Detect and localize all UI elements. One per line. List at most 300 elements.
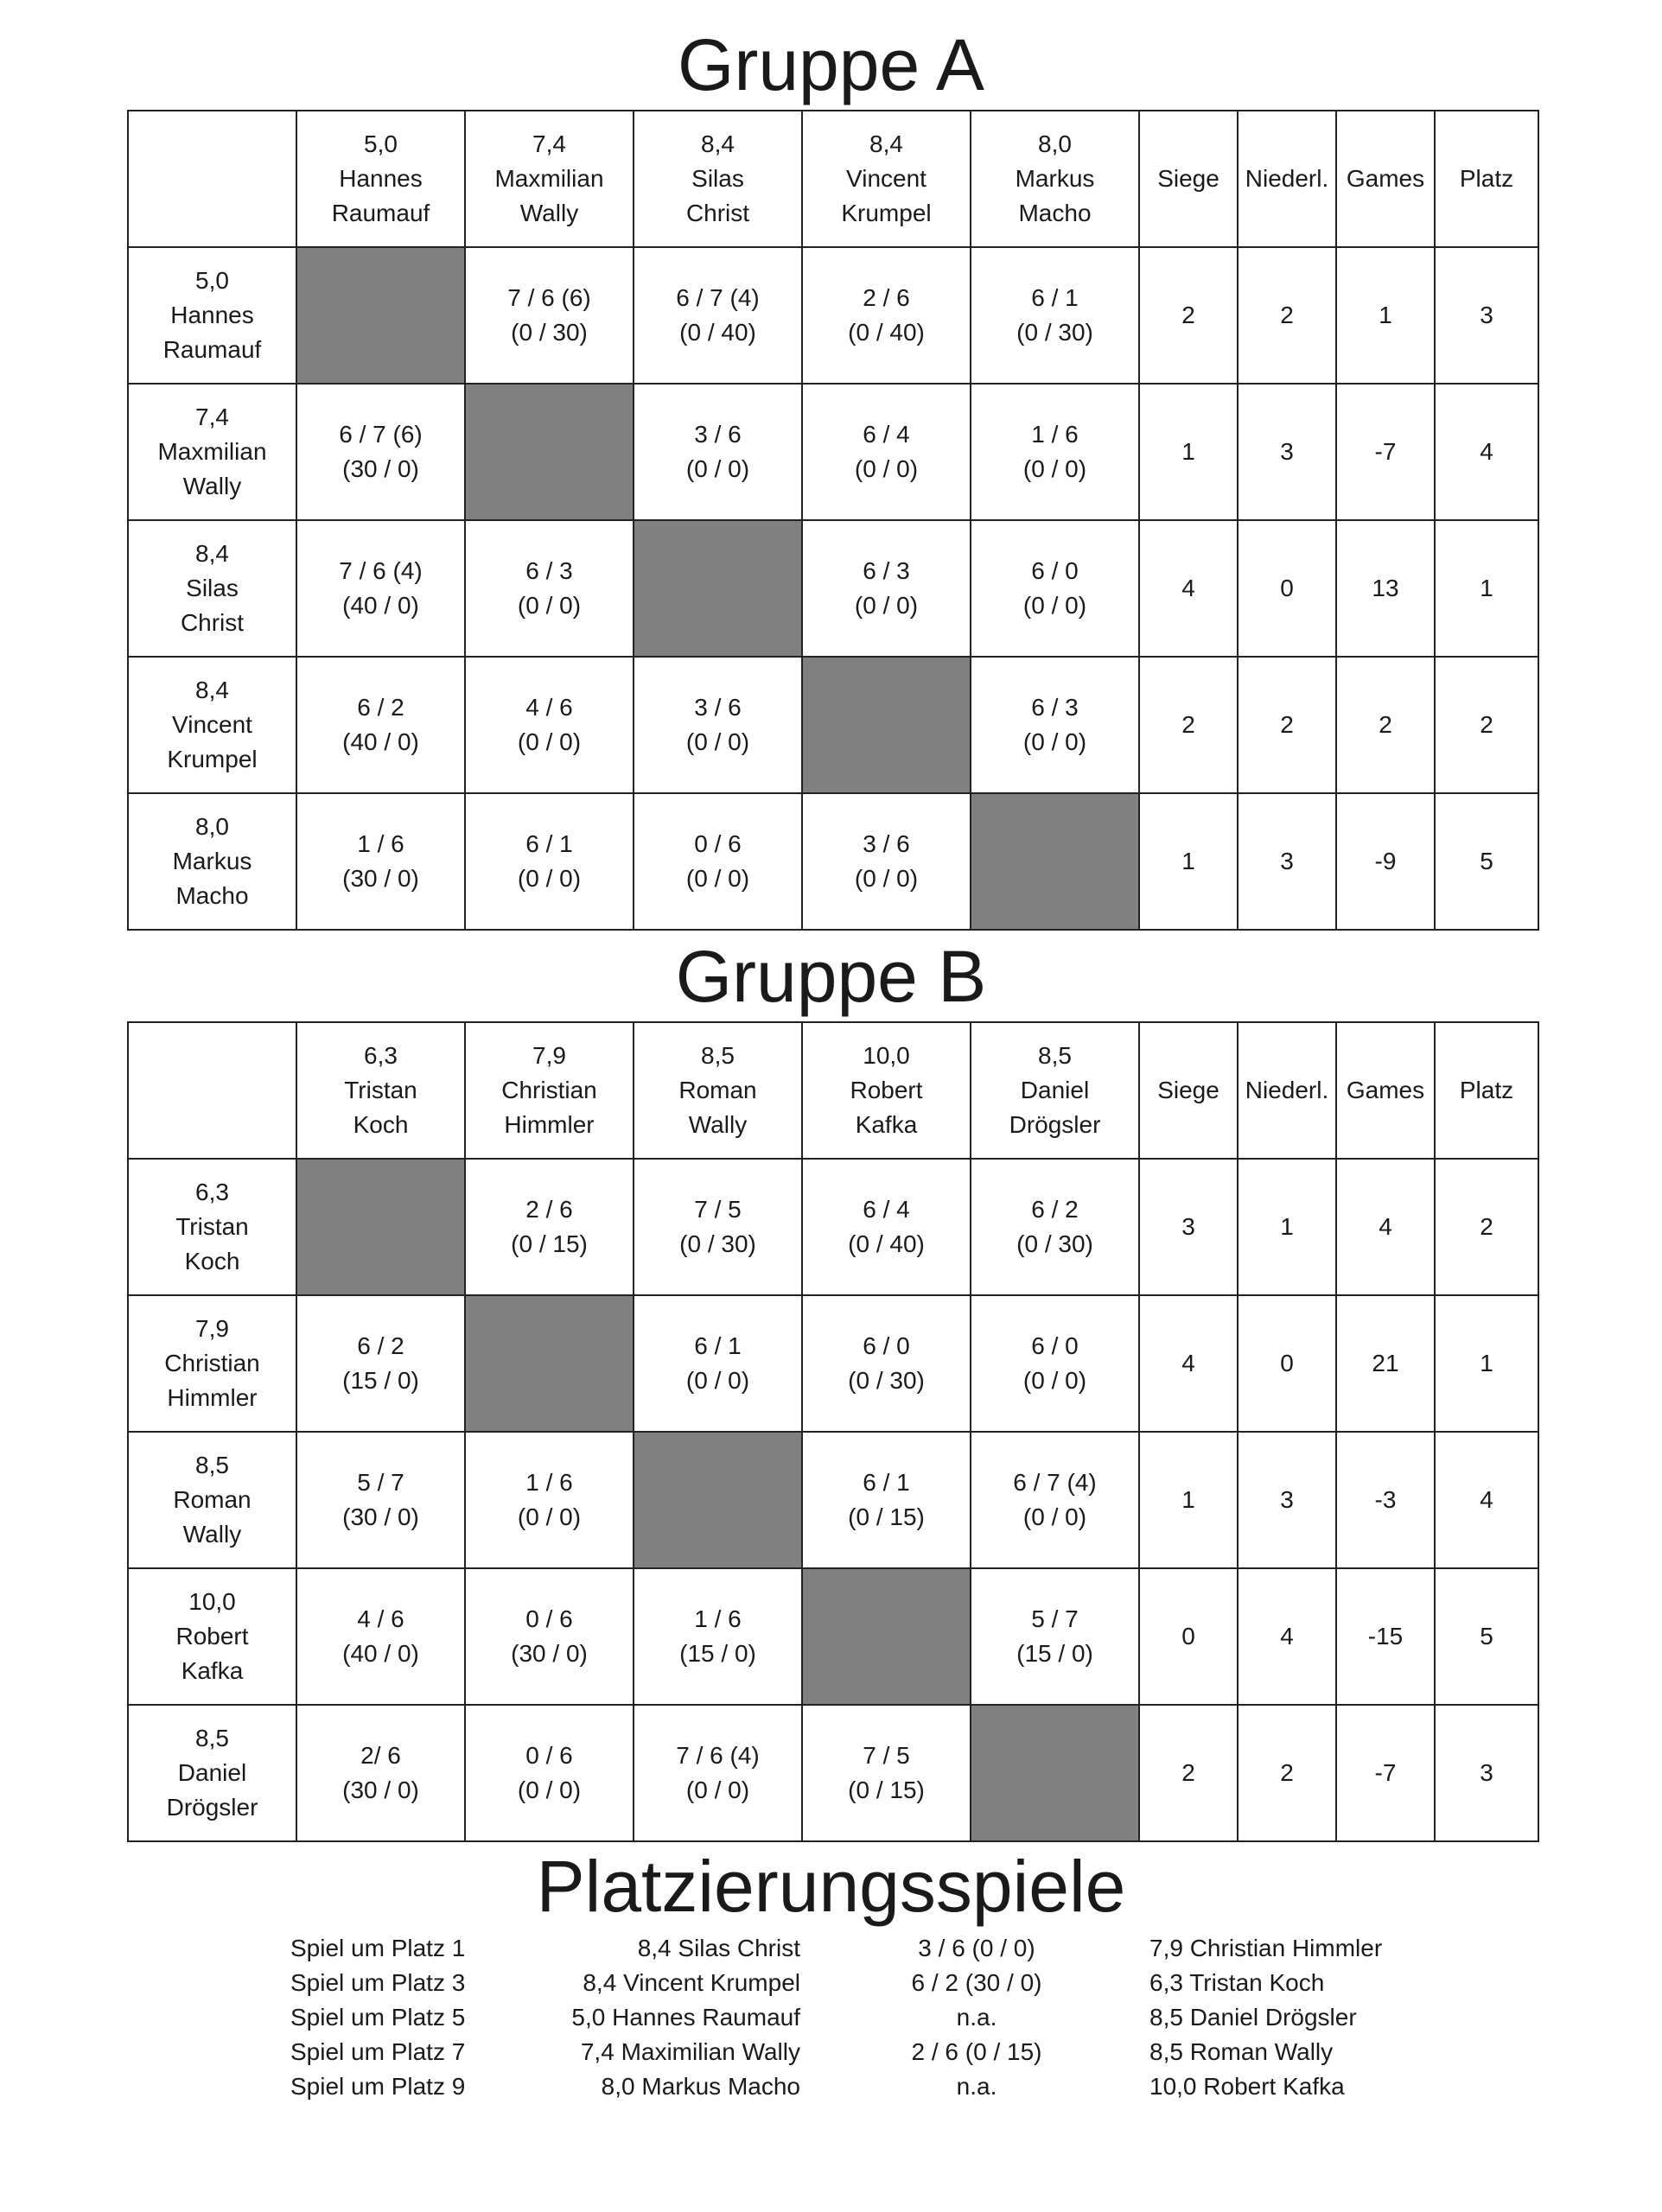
placement-score: n.a. — [956, 2004, 997, 2031]
player-first-name: Hannes — [170, 302, 254, 328]
player-first-name: Maxmilian — [494, 165, 604, 192]
stat-header: Platz — [1435, 111, 1538, 247]
player-first-name: Roman — [678, 1077, 757, 1103]
game-score: (0 / 15) — [511, 1230, 588, 1257]
column-header-player — [296, 111, 465, 247]
stat-header: Niederl. — [1238, 1022, 1336, 1159]
result-cell — [634, 793, 802, 930]
result-cell — [971, 384, 1139, 520]
stat-cell: 2 — [1139, 247, 1238, 384]
stat-cell: 13 — [1336, 520, 1435, 657]
set-score: 2 / 6 — [525, 1196, 573, 1223]
player-rating: 8,5 — [1038, 1042, 1072, 1069]
player-last-name: Wally — [519, 200, 579, 226]
result-cell — [802, 520, 971, 657]
self-match-cell — [296, 1159, 465, 1295]
player-last-name: Koch — [184, 1248, 240, 1274]
stat-cell: 0 — [1139, 1568, 1238, 1705]
result-cell — [296, 793, 465, 930]
set-score: 3 / 6 — [694, 421, 742, 448]
player-rating: 10,0 — [188, 1588, 236, 1615]
game-score: (0 / 0) — [1022, 728, 1087, 755]
table-row — [128, 1705, 1538, 1841]
set-score: 0 / 6 — [694, 830, 742, 857]
game-score: (30 / 0) — [342, 455, 419, 482]
placement-home-player: 7,4 Maximilian Wally — [580, 2038, 800, 2065]
player-last-name: Krumpel — [841, 200, 932, 226]
game-score: (15 / 0) — [1016, 1640, 1093, 1667]
row-header-player — [128, 1705, 296, 1841]
result-cell — [634, 1295, 802, 1432]
self-match-cell — [971, 793, 1139, 930]
result-cell — [296, 520, 465, 657]
set-score: 5 / 7 — [1031, 1605, 1079, 1632]
row-header-player — [128, 1159, 296, 1295]
placement-away-player: 8,5 Daniel Drögsler — [1149, 2004, 1357, 2031]
result-cell — [465, 247, 634, 384]
stat-cell: 5 — [1435, 793, 1538, 930]
game-score: (0 / 0) — [685, 1777, 750, 1803]
result-cell — [465, 1159, 634, 1295]
placements-title: Platzierungsspiele — [536, 1846, 1126, 1927]
player-last-name: Raumauf — [162, 336, 262, 363]
result-cell — [802, 1705, 971, 1841]
player-first-name: Robert — [850, 1077, 923, 1103]
result-cell — [465, 520, 634, 657]
game-score: (30 / 0) — [342, 1777, 419, 1803]
stat-cell: 3 — [1238, 1432, 1336, 1568]
placement-away-player: 8,5 Roman Wally — [1149, 2038, 1334, 2065]
stat-cell: 3 — [1435, 1705, 1538, 1841]
stat-header: Siege — [1139, 1022, 1238, 1159]
game-score: (0 / 15) — [848, 1777, 925, 1803]
player-last-name: Kafka — [181, 1657, 244, 1684]
stat-cell: 1 — [1139, 793, 1238, 930]
set-score: 7 / 5 — [694, 1196, 742, 1223]
set-score: 3 / 6 — [863, 830, 910, 857]
player-last-name: Wally — [182, 1521, 242, 1548]
result-cell — [465, 1432, 634, 1568]
game-score: (0 / 0) — [685, 728, 750, 755]
set-score: 1 / 6 — [1031, 421, 1079, 448]
game-score: (0 / 0) — [1022, 1367, 1087, 1394]
set-score: 6 / 3 — [525, 557, 573, 584]
result-cell — [971, 1295, 1139, 1432]
row-header-player — [128, 1295, 296, 1432]
set-score: 3 / 6 — [694, 694, 742, 721]
column-header-player — [971, 111, 1139, 247]
game-score: (15 / 0) — [679, 1640, 756, 1667]
stat-cell: 2 — [1435, 1159, 1538, 1295]
placement-home-player: 8,4 Silas Christ — [637, 1935, 800, 1961]
set-score: 6 / 3 — [863, 557, 910, 584]
result-cell — [296, 1295, 465, 1432]
stat-cell: 2 — [1435, 657, 1538, 793]
player-last-name: Raumauf — [331, 200, 430, 226]
set-score: 6 / 0 — [863, 1332, 910, 1359]
set-score: 6 / 7 (4) — [676, 284, 760, 311]
group-b-table — [127, 1021, 1539, 1842]
game-score: (30 / 0) — [342, 865, 419, 892]
result-cell — [296, 657, 465, 793]
set-score: 7 / 6 (4) — [339, 557, 423, 584]
stat-header: Siege — [1139, 111, 1238, 247]
result-cell — [296, 384, 465, 520]
set-score: 2 / 6 — [863, 284, 910, 311]
player-last-name: Christ — [180, 609, 245, 636]
placement-row — [0, 1931, 1662, 1966]
player-rating: 8,4 — [195, 540, 229, 567]
set-score: 7 / 6 (6) — [507, 284, 591, 311]
result-cell — [971, 1568, 1139, 1705]
table-row — [128, 793, 1538, 930]
placement-row — [0, 2035, 1662, 2069]
self-match-cell — [465, 1295, 634, 1432]
placement-games-list — [0, 1931, 1662, 2104]
corner-cell — [128, 111, 296, 247]
table-row — [128, 520, 1538, 657]
player-last-name: Wally — [182, 473, 242, 499]
column-header-player — [802, 111, 971, 247]
stat-header: Niederl. — [1238, 111, 1336, 247]
row-header-player — [128, 247, 296, 384]
header-row — [128, 111, 1538, 247]
stat-cell: -7 — [1336, 1705, 1435, 1841]
game-score: (0 / 40) — [679, 319, 756, 346]
placement-score: 6 / 2 (30 / 0) — [911, 1969, 1042, 1996]
stat-cell: 3 — [1139, 1159, 1238, 1295]
stat-cell: 2 — [1139, 1705, 1238, 1841]
table-row — [128, 657, 1538, 793]
game-score: (0 / 30) — [1016, 1230, 1093, 1257]
column-header-player — [634, 111, 802, 247]
result-cell — [971, 520, 1139, 657]
set-score: 6 / 4 — [863, 1196, 910, 1223]
game-score: (0 / 0) — [517, 865, 582, 892]
game-score: (0 / 0) — [854, 865, 919, 892]
result-cell — [802, 793, 971, 930]
stat-cell: 0 — [1238, 520, 1336, 657]
game-score: (0 / 15) — [848, 1503, 925, 1530]
game-score: (40 / 0) — [342, 728, 419, 755]
corner-cell — [128, 1022, 296, 1159]
self-match-cell — [634, 1432, 802, 1568]
result-cell — [802, 384, 971, 520]
result-cell — [802, 1432, 971, 1568]
self-match-cell — [802, 657, 971, 793]
player-first-name: Christian — [501, 1077, 597, 1103]
game-score: (40 / 0) — [342, 1640, 419, 1667]
placement-row — [0, 2000, 1662, 2035]
game-score: (0 / 0) — [854, 592, 919, 619]
set-score: 6 / 2 — [357, 694, 404, 721]
player-first-name: Daniel — [1020, 1077, 1090, 1103]
game-score: (0 / 0) — [517, 592, 582, 619]
set-score: 6 / 2 — [1031, 1196, 1079, 1223]
set-score: 1 / 6 — [525, 1469, 573, 1496]
group-a-title: Gruppe A — [678, 24, 984, 105]
stat-cell: 2 — [1238, 657, 1336, 793]
stat-cell: 1 — [1238, 1159, 1336, 1295]
placement-away-player: 6,3 Tristan Koch — [1149, 1969, 1325, 1996]
stat-cell: 4 — [1139, 1295, 1238, 1432]
placement-score: 3 / 6 (0 / 0) — [918, 1935, 1035, 1961]
set-score: 1 / 6 — [357, 830, 404, 857]
placement-label: Spiel um Platz 5 — [290, 2004, 466, 2031]
result-cell — [465, 657, 634, 793]
column-header-player — [465, 1022, 634, 1159]
game-score: (40 / 0) — [342, 592, 419, 619]
player-first-name: Tristan — [344, 1077, 417, 1103]
set-score: 6 / 4 — [863, 421, 910, 448]
player-rating: 8,5 — [701, 1042, 735, 1069]
game-score: (30 / 0) — [342, 1503, 419, 1530]
set-score: 4 / 6 — [357, 1605, 404, 1632]
game-score: (0 / 0) — [1022, 592, 1087, 619]
player-last-name: Koch — [353, 1111, 409, 1138]
player-last-name: Wally — [688, 1111, 748, 1138]
self-match-cell — [634, 520, 802, 657]
game-score: (15 / 0) — [342, 1367, 419, 1394]
player-first-name: Christian — [164, 1350, 260, 1376]
game-score: (0 / 0) — [517, 1503, 582, 1530]
result-cell — [465, 1568, 634, 1705]
set-score: 0 / 6 — [525, 1742, 573, 1769]
row-header-player — [128, 657, 296, 793]
result-cell — [465, 1705, 634, 1841]
player-first-name: Vincent — [846, 165, 927, 192]
set-score: 6 / 0 — [1031, 557, 1079, 584]
stat-cell: 4 — [1435, 1432, 1538, 1568]
set-score: 6 / 1 — [1031, 284, 1079, 311]
placement-row — [0, 1966, 1662, 2000]
player-first-name: Vincent — [172, 711, 252, 738]
stat-cell: 0 — [1238, 1295, 1336, 1432]
row-header-player — [128, 520, 296, 657]
placement-home-player: 8,4 Vincent Krumpel — [583, 1969, 800, 1996]
result-cell — [296, 1568, 465, 1705]
set-score: 6 / 2 — [357, 1332, 404, 1359]
set-score: 7 / 6 (4) — [676, 1742, 760, 1769]
game-score: (0 / 40) — [848, 1230, 925, 1257]
result-cell — [971, 657, 1139, 793]
player-first-name: Markus — [1015, 165, 1095, 192]
result-cell — [634, 1568, 802, 1705]
game-score: (0 / 0) — [1022, 1503, 1087, 1530]
stat-header: Games — [1336, 1022, 1435, 1159]
column-header-player — [465, 111, 634, 247]
player-rating: 8,4 — [869, 130, 903, 157]
player-last-name: Macho — [175, 882, 249, 909]
player-rating: 8,0 — [195, 813, 229, 840]
placement-label: Spiel um Platz 3 — [290, 1969, 466, 1996]
game-score: (0 / 30) — [848, 1367, 925, 1394]
stat-cell: 5 — [1435, 1568, 1538, 1705]
game-score: (0 / 0) — [685, 865, 750, 892]
column-header-player — [296, 1022, 465, 1159]
player-rating: 7,4 — [195, 404, 229, 430]
stat-cell: 3 — [1238, 793, 1336, 930]
player-rating: 6,3 — [364, 1042, 398, 1069]
stat-cell: 4 — [1336, 1159, 1435, 1295]
stat-cell: 1 — [1336, 247, 1435, 384]
self-match-cell — [296, 247, 465, 384]
row-header-player — [128, 384, 296, 520]
set-score: 2/ 6 — [360, 1742, 401, 1769]
player-rating: 7,9 — [195, 1315, 229, 1342]
row-header-player — [128, 1568, 296, 1705]
group-a-table — [127, 110, 1539, 931]
self-match-cell — [465, 384, 634, 520]
stat-cell: 1 — [1139, 1432, 1238, 1568]
player-rating: 5,0 — [195, 267, 229, 294]
table-row — [128, 1295, 1538, 1432]
set-score: 7 / 5 — [863, 1742, 910, 1769]
result-cell — [634, 247, 802, 384]
table-row — [128, 1432, 1538, 1568]
player-last-name: Kafka — [855, 1111, 918, 1138]
header-row — [128, 1022, 1538, 1159]
result-cell — [634, 657, 802, 793]
player-rating: 8,5 — [195, 1725, 229, 1751]
result-cell — [296, 1705, 465, 1841]
stat-cell: -3 — [1336, 1432, 1435, 1568]
column-header-player — [634, 1022, 802, 1159]
stat-cell: 2 — [1139, 657, 1238, 793]
player-first-name: Daniel — [177, 1759, 247, 1786]
table-row — [128, 1568, 1538, 1705]
player-first-name: Hannes — [339, 165, 423, 192]
game-score: (0 / 30) — [1016, 319, 1093, 346]
set-score: 6 / 1 — [525, 830, 573, 857]
set-score: 4 / 6 — [525, 694, 573, 721]
self-match-cell — [802, 1568, 971, 1705]
set-score: 0 / 6 — [525, 1605, 573, 1632]
player-last-name: Drögsler — [1009, 1111, 1101, 1138]
stat-cell: 21 — [1336, 1295, 1435, 1432]
stat-cell: -15 — [1336, 1568, 1435, 1705]
player-first-name: Maxmilian — [157, 438, 267, 465]
result-cell — [634, 1159, 802, 1295]
set-score: 6 / 7 (6) — [339, 421, 423, 448]
player-last-name: Himmler — [167, 1384, 258, 1411]
stat-cell: 3 — [1238, 384, 1336, 520]
player-rating: 10,0 — [863, 1042, 910, 1069]
result-cell — [802, 1159, 971, 1295]
game-score: (0 / 40) — [848, 319, 925, 346]
placement-home-player: 8,0 Markus Macho — [601, 2073, 800, 2100]
set-score: 5 / 7 — [357, 1469, 404, 1496]
placement-label: Spiel um Platz 7 — [290, 2038, 466, 2065]
set-score: 6 / 1 — [863, 1469, 910, 1496]
stat-header: Platz — [1435, 1022, 1538, 1159]
player-first-name: Markus — [172, 848, 252, 874]
player-first-name: Silas — [691, 165, 744, 192]
stat-cell: 2 — [1336, 657, 1435, 793]
stat-cell: 1 — [1139, 384, 1238, 520]
result-cell — [971, 1159, 1139, 1295]
set-score: 6 / 3 — [1031, 694, 1079, 721]
player-last-name: Drögsler — [166, 1794, 258, 1821]
player-rating: 8,4 — [195, 677, 229, 703]
game-score: (0 / 0) — [854, 455, 919, 482]
stat-cell: 1 — [1435, 1295, 1538, 1432]
set-score: 6 / 1 — [694, 1332, 742, 1359]
player-last-name: Macho — [1018, 200, 1092, 226]
self-match-cell — [971, 1705, 1139, 1841]
player-rating: 6,3 — [195, 1179, 229, 1205]
placement-label: Spiel um Platz 9 — [290, 2073, 466, 2100]
player-first-name: Robert — [175, 1623, 249, 1649]
stat-cell: 4 — [1238, 1568, 1336, 1705]
set-score: 6 / 0 — [1031, 1332, 1079, 1359]
row-header-player — [128, 793, 296, 930]
result-cell — [802, 1295, 971, 1432]
player-last-name: Krumpel — [167, 746, 258, 772]
stat-cell: 1 — [1435, 520, 1538, 657]
game-score: (0 / 0) — [517, 728, 582, 755]
result-cell — [634, 1705, 802, 1841]
player-rating: 5,0 — [364, 130, 398, 157]
table-row — [128, 1159, 1538, 1295]
result-cell — [296, 1432, 465, 1568]
placement-score: 2 / 6 (0 / 15) — [911, 2038, 1042, 2065]
stat-cell: 3 — [1435, 247, 1538, 384]
game-score: (0 / 30) — [511, 319, 588, 346]
player-last-name: Himmler — [504, 1111, 595, 1138]
result-cell — [971, 247, 1139, 384]
result-cell — [971, 1432, 1139, 1568]
player-rating: 7,4 — [532, 130, 566, 157]
stat-header: Games — [1336, 111, 1435, 247]
placement-row — [0, 2069, 1662, 2104]
placement-label: Spiel um Platz 1 — [290, 1935, 466, 1961]
stat-cell: 4 — [1435, 384, 1538, 520]
player-rating: 8,5 — [195, 1452, 229, 1478]
result-cell — [465, 793, 634, 930]
game-score: (0 / 0) — [685, 455, 750, 482]
placement-away-player: 10,0 Robert Kafka — [1149, 2073, 1345, 2100]
placement-home-player: 5,0 Hannes Raumauf — [571, 2004, 800, 2031]
placement-score: n.a. — [956, 2073, 997, 2100]
player-rating: 7,9 — [532, 1042, 566, 1069]
player-rating: 8,4 — [701, 130, 735, 157]
game-score: (0 / 0) — [517, 1777, 582, 1803]
placement-away-player: 7,9 Christian Himmler — [1149, 1935, 1383, 1961]
stat-cell: 2 — [1238, 1705, 1336, 1841]
stat-cell: 2 — [1238, 247, 1336, 384]
column-header-player — [971, 1022, 1139, 1159]
player-first-name: Roman — [173, 1486, 252, 1513]
player-first-name: Tristan — [175, 1213, 249, 1240]
stat-cell: -9 — [1336, 793, 1435, 930]
table-row — [128, 384, 1538, 520]
column-header-player — [802, 1022, 971, 1159]
group-b-title: Gruppe B — [675, 936, 987, 1017]
game-score: (0 / 30) — [679, 1230, 756, 1257]
stat-cell: 4 — [1139, 520, 1238, 657]
game-score: (0 / 0) — [1022, 455, 1087, 482]
result-cell — [802, 247, 971, 384]
player-last-name: Christ — [685, 200, 750, 226]
game-score: (0 / 0) — [685, 1367, 750, 1394]
result-cell — [634, 384, 802, 520]
player-rating: 8,0 — [1038, 130, 1072, 157]
stat-cell: -7 — [1336, 384, 1435, 520]
player-first-name: Silas — [186, 575, 239, 601]
table-row — [128, 247, 1538, 384]
set-score: 1 / 6 — [694, 1605, 742, 1632]
